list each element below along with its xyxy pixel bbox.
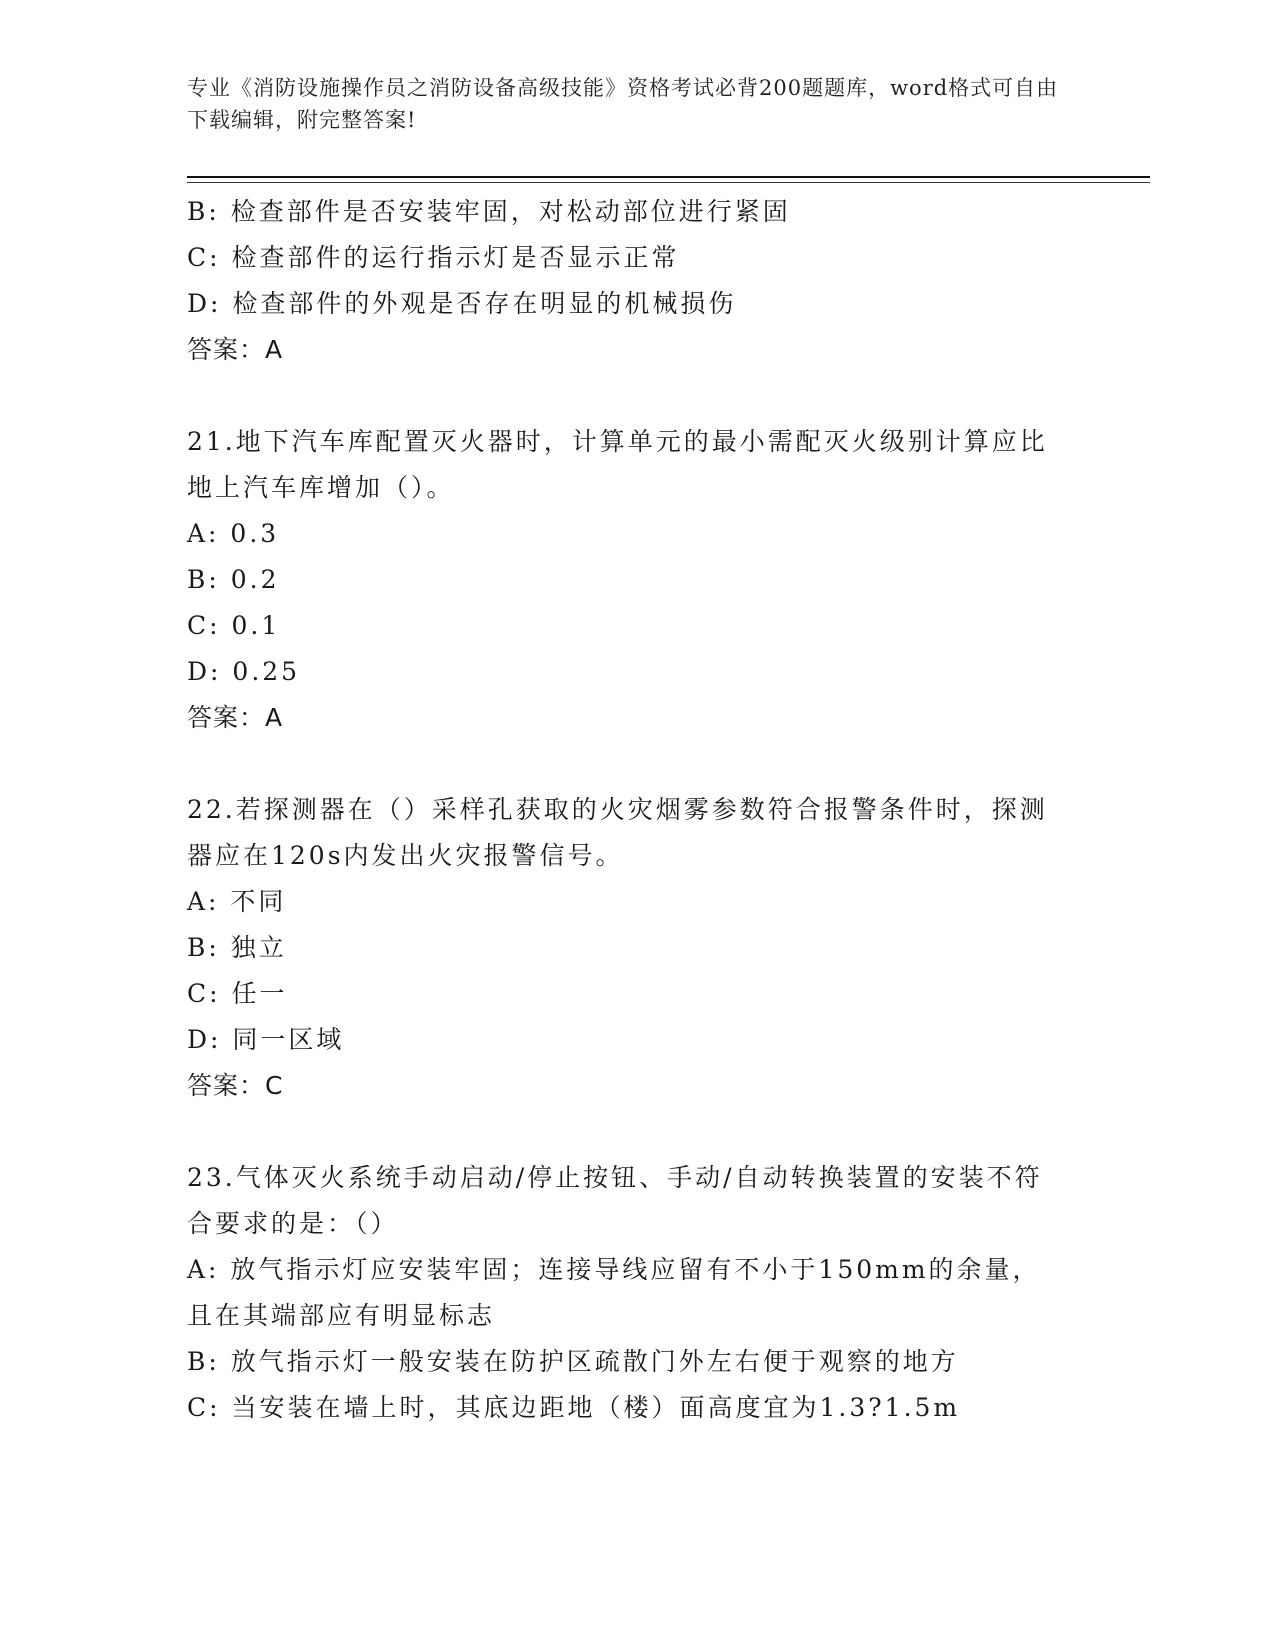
question-22-text: 22.若探测器在（）采样孔获取的火灾烟雾参数符合报警条件时，探测器应在120s内发出火灾报警信号。 — [187, 795, 1048, 870]
option-c: C: 当安装在墙上时，其底边距地（楼）面高度宜为1.3?1.5m — [187, 1393, 961, 1422]
option-d: D: 检查部件的外观是否存在明显的机械损伤 — [187, 289, 737, 318]
document-header: 专业《消防设施操作员之消防设备高级技能》资格考试必背200题题库，word格式可自由下载编辑，附完整答案! — [187, 76, 1059, 132]
question-content — [187, 189, 1077, 1431]
answer-line: 答案：C — [187, 1071, 284, 1100]
option-d: D: 同一区域 — [187, 1025, 345, 1054]
option-c: C: 任一 — [187, 979, 288, 1008]
header-divider-thin — [187, 182, 1150, 183]
option-b: B: 检查部件是否安装牢固，对松动部位进行紧固 — [187, 197, 791, 226]
option-d: D: 0.25 — [187, 657, 301, 686]
option-a: A: 不同 — [187, 887, 287, 916]
option-b: B: 放气指示灯一般安装在防护区疏散门外左右便于观察的地方 — [187, 1347, 959, 1376]
question-21-text: 21.地下汽车库配置灭火器时，计算单元的最小需配灭火级别计算应比地上汽车库增加（）。 — [187, 427, 1048, 502]
option-a: A: 放气指示灯应安装牢固；连接导线应留有不小于150mm的余量，且在其端部应有明显标志 — [187, 1255, 1041, 1330]
answer-line: 答案：A — [187, 703, 284, 732]
option-c: C: 0.1 — [187, 611, 281, 640]
question-23-text: 23.气体灭火系统手动启动/停止按钮、手动/自动转换装置的安装不符合要求的是：（） — [187, 1163, 1043, 1238]
header-divider-thick — [187, 176, 1150, 178]
option-b: B: 独立 — [187, 933, 287, 962]
answer-line: 答案：A — [187, 335, 284, 364]
option-b: B: 0.2 — [187, 565, 280, 594]
option-c: C: 检查部件的运行指示灯是否显示正常 — [187, 243, 680, 272]
option-a: A: 0.3 — [187, 519, 280, 548]
